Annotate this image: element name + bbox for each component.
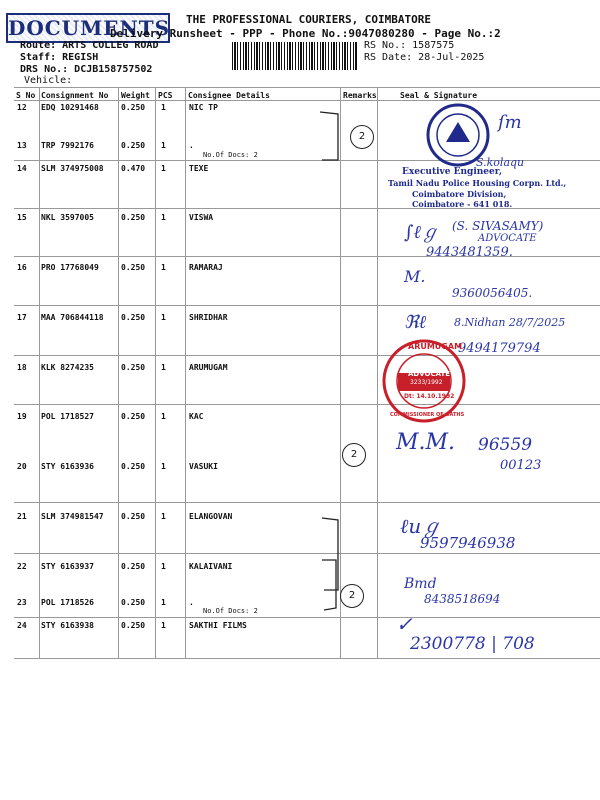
row-pcs: 1 xyxy=(161,313,166,322)
rs-date-label: RS Date: 28-Jul-2025 xyxy=(364,52,485,63)
barcode xyxy=(232,42,357,70)
row-consignee: . xyxy=(189,598,194,607)
row-weight: 0.470 xyxy=(121,164,146,173)
row-weight: 0.250 xyxy=(121,412,146,421)
advocate-seal-reg: 3233/1992 xyxy=(410,379,443,386)
row-consignment: KLK 8274235 xyxy=(41,363,94,372)
row-consignment: TRP 7992176 xyxy=(41,141,94,150)
table-bottom-border xyxy=(14,658,600,659)
table-header-border xyxy=(14,100,600,101)
row-consignment: SLM 374981547 xyxy=(41,512,104,521)
handwriting-initials: M.M. xyxy=(396,430,456,455)
runsheet-subtitle: Delivery Runsheet - PPP - Phone No.:9047080280 - Page No.:2 xyxy=(110,27,501,40)
seal-line1: Executive Engineer, xyxy=(402,167,502,177)
row-sno: 16 xyxy=(17,263,27,272)
seal-line4: Coimbatore - 641 018. xyxy=(412,199,513,209)
col-header-consignment: Consignment No xyxy=(41,91,109,100)
row-sno: 21 xyxy=(17,512,27,521)
row-sno: 15 xyxy=(17,213,27,222)
company-title: THE PROFESSIONAL COURIERS, COIMBATORE xyxy=(186,13,432,26)
col-divider xyxy=(118,87,119,658)
route-label: Route: ARTS COLLEG ROAD xyxy=(20,40,159,51)
remarks-circle: 2 xyxy=(340,584,364,608)
row-pcs: 1 xyxy=(161,412,166,421)
row-weight: 0.250 xyxy=(121,621,146,630)
handwriting-phone: 9597946938 xyxy=(420,534,516,552)
handwritten-signature: ∫ℓℊ xyxy=(404,222,439,243)
row-sno: 22 xyxy=(17,562,27,571)
row-sno: 19 xyxy=(17,412,27,421)
handwriting-phone: 9360056405. xyxy=(452,286,533,300)
row-consignment: SLM 374975008 xyxy=(41,164,104,173)
row-pcs: 1 xyxy=(161,621,166,630)
handwritten-signature: S.kolaqu xyxy=(476,156,525,169)
col-divider xyxy=(39,87,40,658)
row-docs: No.Of Docs: 2 xyxy=(203,151,258,159)
handwriting-phone: 8438518694 xyxy=(424,592,501,606)
row-pcs: 1 xyxy=(161,213,166,222)
advocate-seal-top: ARUMUGAM xyxy=(408,342,463,351)
row-consignee: SHRIDHAR xyxy=(189,313,228,322)
documents-stamp-text: DOCUMENTS xyxy=(8,16,171,40)
row-consignment: MAA 706844118 xyxy=(41,313,104,322)
col-divider xyxy=(155,87,156,658)
remarks-circle: 2 xyxy=(342,443,366,467)
handwritten-signature: ℜℓ xyxy=(404,312,427,333)
handwritten-signature: ℓuℊ xyxy=(400,514,442,538)
col-header-consignee: Consignee Details xyxy=(188,91,270,100)
row-weight: 0.250 xyxy=(121,313,146,322)
handwriting-initials: M. xyxy=(404,267,426,286)
row-pcs: 1 xyxy=(161,164,166,173)
row-consignment: POL 1718526 xyxy=(41,598,94,607)
row-sno: 13 xyxy=(17,141,27,150)
row-weight: 0.250 xyxy=(121,562,146,571)
row-pcs: 1 xyxy=(161,263,166,272)
row-consignment: STY 6163937 xyxy=(41,562,94,571)
handwriting-phone: 9443481359. xyxy=(426,245,513,260)
remarks-brackets xyxy=(310,100,380,620)
rs-no-label: RS No.: 1587575 xyxy=(364,40,455,51)
handwriting-phone: 96559 xyxy=(478,435,533,455)
row-sno: 23 xyxy=(17,598,27,607)
row-sno: 24 xyxy=(17,621,27,630)
row-docs: No.Of Docs: 2 xyxy=(203,607,258,615)
row-consignee: TEXE xyxy=(189,164,209,173)
col-header-seal: Seal & Signature xyxy=(400,91,478,100)
row-divider xyxy=(14,404,600,405)
handwriting-code: 00123 xyxy=(500,458,542,473)
row-consignee: ARUMUGAM xyxy=(189,363,228,372)
handwriting-name-date: 8.Nidhan 28/7/2025 xyxy=(454,316,566,329)
row-weight: 0.250 xyxy=(121,103,146,112)
row-pcs: 1 xyxy=(161,462,166,471)
row-consignee: KALAIVANI xyxy=(189,562,233,571)
advocate-seal-bottom: COMMISSIONER OF OATHS xyxy=(390,412,465,418)
staff-label: Staff: REGISH xyxy=(20,52,99,63)
row-weight: 0.250 xyxy=(121,598,146,607)
row-pcs: 1 xyxy=(161,363,166,372)
handwriting-phone: 9494179794 xyxy=(458,341,541,356)
row-pcs: 1 xyxy=(161,598,166,607)
col-header-remarks: Remarks xyxy=(343,91,377,100)
col-header-weight: Weight xyxy=(121,91,150,100)
seal-line2: Tamil Nadu Police Housing Corpn. Ltd., xyxy=(388,178,567,188)
row-divider xyxy=(14,617,600,618)
row-weight: 0.250 xyxy=(121,363,146,372)
handwritten-signature: ✓ xyxy=(396,612,413,636)
row-weight: 0.250 xyxy=(121,462,146,471)
row-consignee: VISWA xyxy=(189,213,214,222)
row-consignment: STY 6163938 xyxy=(41,621,94,630)
row-consignee: VASUKI xyxy=(189,462,218,471)
row-divider xyxy=(14,553,600,554)
row-consignee: NIC TP xyxy=(189,103,218,112)
handwritten-signature: Bmd xyxy=(404,576,437,592)
row-consignee: RAMARAJ xyxy=(189,263,223,272)
row-sno: 12 xyxy=(17,103,27,112)
col-divider xyxy=(185,87,186,658)
row-consignee: . xyxy=(189,141,194,150)
seal-line3: Coimbatore Division, xyxy=(412,189,507,199)
row-consignment: NKL 3597005 xyxy=(41,213,94,222)
table-top-border xyxy=(14,87,600,88)
col-header-pcs: PCS xyxy=(158,91,173,100)
row-weight: 0.250 xyxy=(121,512,146,521)
row-consignee: ELANGOVAN xyxy=(189,512,233,521)
row-consignee: KAC xyxy=(189,412,204,421)
handwriting-name: (S. SIVASAMY) xyxy=(452,219,544,233)
row-sno: 17 xyxy=(17,313,27,322)
row-sno: 20 xyxy=(17,462,27,471)
row-consignee: SAKTHI FILMS xyxy=(189,621,247,630)
row-consignment: POL 1718527 xyxy=(41,412,94,421)
row-pcs: 1 xyxy=(161,562,166,571)
row-weight: 0.250 xyxy=(121,141,146,150)
advocate-seal-mid: ADVOCATE xyxy=(408,370,451,378)
row-sno: 14 xyxy=(17,164,27,173)
row-pcs: 1 xyxy=(161,512,166,521)
row-consignment: EDQ 10291468 xyxy=(41,103,99,112)
row-sno: 18 xyxy=(17,363,27,372)
drs-label: DRS No.: DCJB158757502 xyxy=(20,64,153,75)
handwritten-signature: ſm xyxy=(498,112,522,133)
advocate-seal-date: Dt: 14.10.1992 xyxy=(404,393,455,400)
vehicle-label: Vehicle: xyxy=(24,75,73,86)
row-consignment: PRO 17768049 xyxy=(41,263,99,272)
row-divider xyxy=(14,305,600,306)
remarks-circle: 2 xyxy=(350,125,374,149)
row-pcs: 1 xyxy=(161,103,166,112)
row-divider xyxy=(14,502,600,503)
row-consignment: STY 6163936 xyxy=(41,462,94,471)
handwriting-title: ADVOCATE xyxy=(478,233,537,244)
handwriting-phone: 2300778 | 708 xyxy=(410,634,535,654)
row-pcs: 1 xyxy=(161,141,166,150)
row-weight: 0.250 xyxy=(121,263,146,272)
row-weight: 0.250 xyxy=(121,213,146,222)
col-header-sno: S No xyxy=(16,91,36,100)
